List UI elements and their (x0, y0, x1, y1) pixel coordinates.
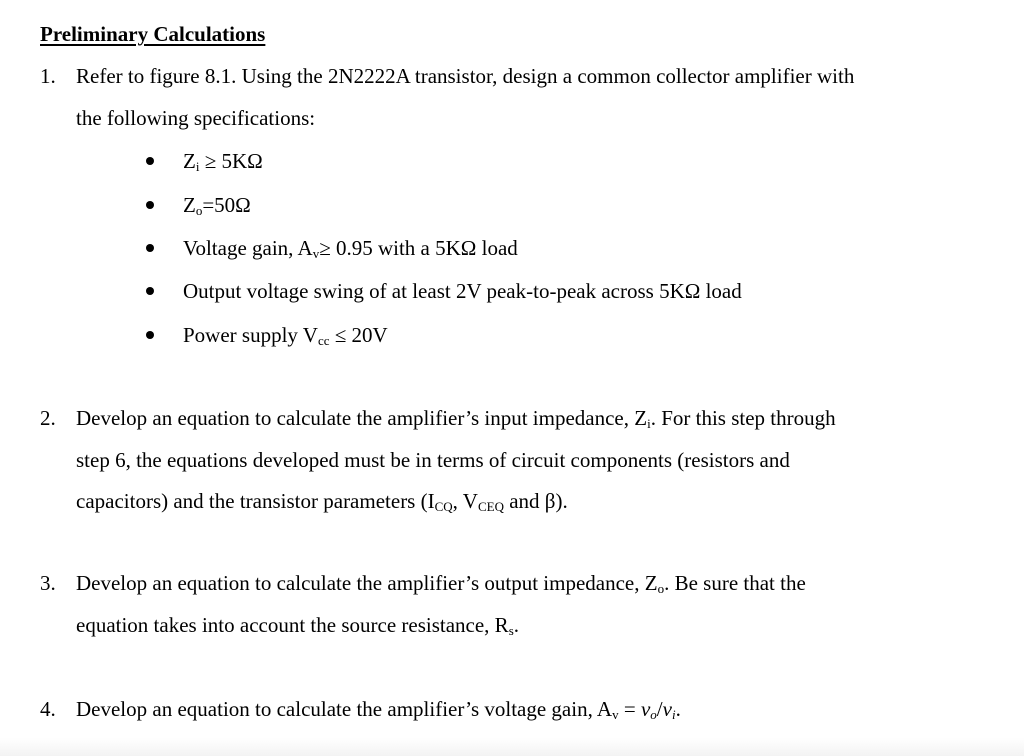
specification-item (183, 236, 518, 260)
subscript-text: CEQ (477, 499, 504, 514)
subscript-text: s (508, 623, 514, 638)
subscript-text: v (312, 246, 320, 261)
item-2-line (76, 489, 568, 513)
text-run: Z (183, 149, 196, 173)
text-run: Voltage gain, A (183, 236, 313, 260)
subscript-text: i (195, 159, 200, 174)
text-run: Develop an equation to calculate the amplifier’s output impedance, Z (76, 571, 658, 595)
text-run: step 6, the equations developed must be in terms of circuit components (resistors and (76, 448, 790, 472)
item-1-line (76, 64, 854, 88)
text-run: ≥ 0.95 with a 5KΩ load (319, 236, 518, 260)
text-run: Refer to figure 8.1. Using the 2N2222A transistor, design a common collector amplifier with (76, 64, 855, 88)
text-run: capacitors) and the transistor parameters (I (76, 489, 435, 513)
item-number: 2. (40, 406, 56, 430)
item-number: 1. (40, 64, 56, 88)
item-1-line (76, 106, 315, 130)
subscript-text: i (671, 707, 676, 722)
subscript-text: o (657, 581, 665, 596)
text-run: =50Ω (202, 193, 251, 217)
text-run: . For this step through (650, 406, 836, 430)
text-run: . (513, 613, 519, 637)
text-run: Develop an equation to calculate the amplifier’s voltage gain, A (76, 697, 613, 721)
text-run: Power supply V (183, 323, 318, 347)
page-bottom-edge (0, 738, 1024, 756)
subscript-text: cc (317, 333, 330, 348)
item-4-line (76, 697, 681, 721)
text-run: = (618, 697, 641, 721)
text-run: Output voltage swing of at least 2V peak-to-peak across 5KΩ load (183, 279, 742, 303)
specification-item (183, 149, 263, 173)
bullet-icon (146, 157, 154, 165)
item-3-line (76, 613, 519, 637)
text-run: . Be sure that the (664, 571, 806, 595)
specification-item (183, 193, 251, 217)
subscript-text: o (195, 203, 203, 218)
item-3-line (76, 571, 806, 595)
subscript-text: o (650, 707, 657, 722)
text-run: . (675, 697, 681, 721)
text-run: / (656, 697, 663, 721)
text-run: Z (183, 193, 196, 217)
bullet-icon (146, 201, 154, 209)
text-run: v (662, 697, 672, 721)
text-run: Develop an equation to calculate the amplifier’s input impedance, Z (76, 406, 648, 430)
text-run: and β). (503, 489, 568, 513)
subscript-text: v (612, 707, 619, 722)
text-run: ≤ 20V (329, 323, 388, 347)
item-number: 4. (40, 697, 56, 721)
text-run: equation takes into account the source resistance, R (76, 613, 509, 637)
text-run: v (640, 697, 651, 721)
item-2-line (76, 406, 836, 430)
bullet-icon (146, 244, 154, 252)
text-run: , V (452, 489, 478, 513)
bullet-icon (146, 287, 154, 295)
subscript-text: i (647, 416, 651, 431)
specification-item (183, 323, 388, 347)
item-number: 3. (40, 571, 56, 595)
specification-item (183, 279, 742, 303)
section-title: Preliminary Calculations (40, 22, 266, 46)
subscript-text: CQ (434, 499, 453, 514)
item-2-line (76, 448, 790, 472)
text-run: ≥ 5KΩ (199, 149, 263, 173)
text-run: the following specifications: (76, 106, 316, 130)
bullet-icon (146, 331, 154, 339)
